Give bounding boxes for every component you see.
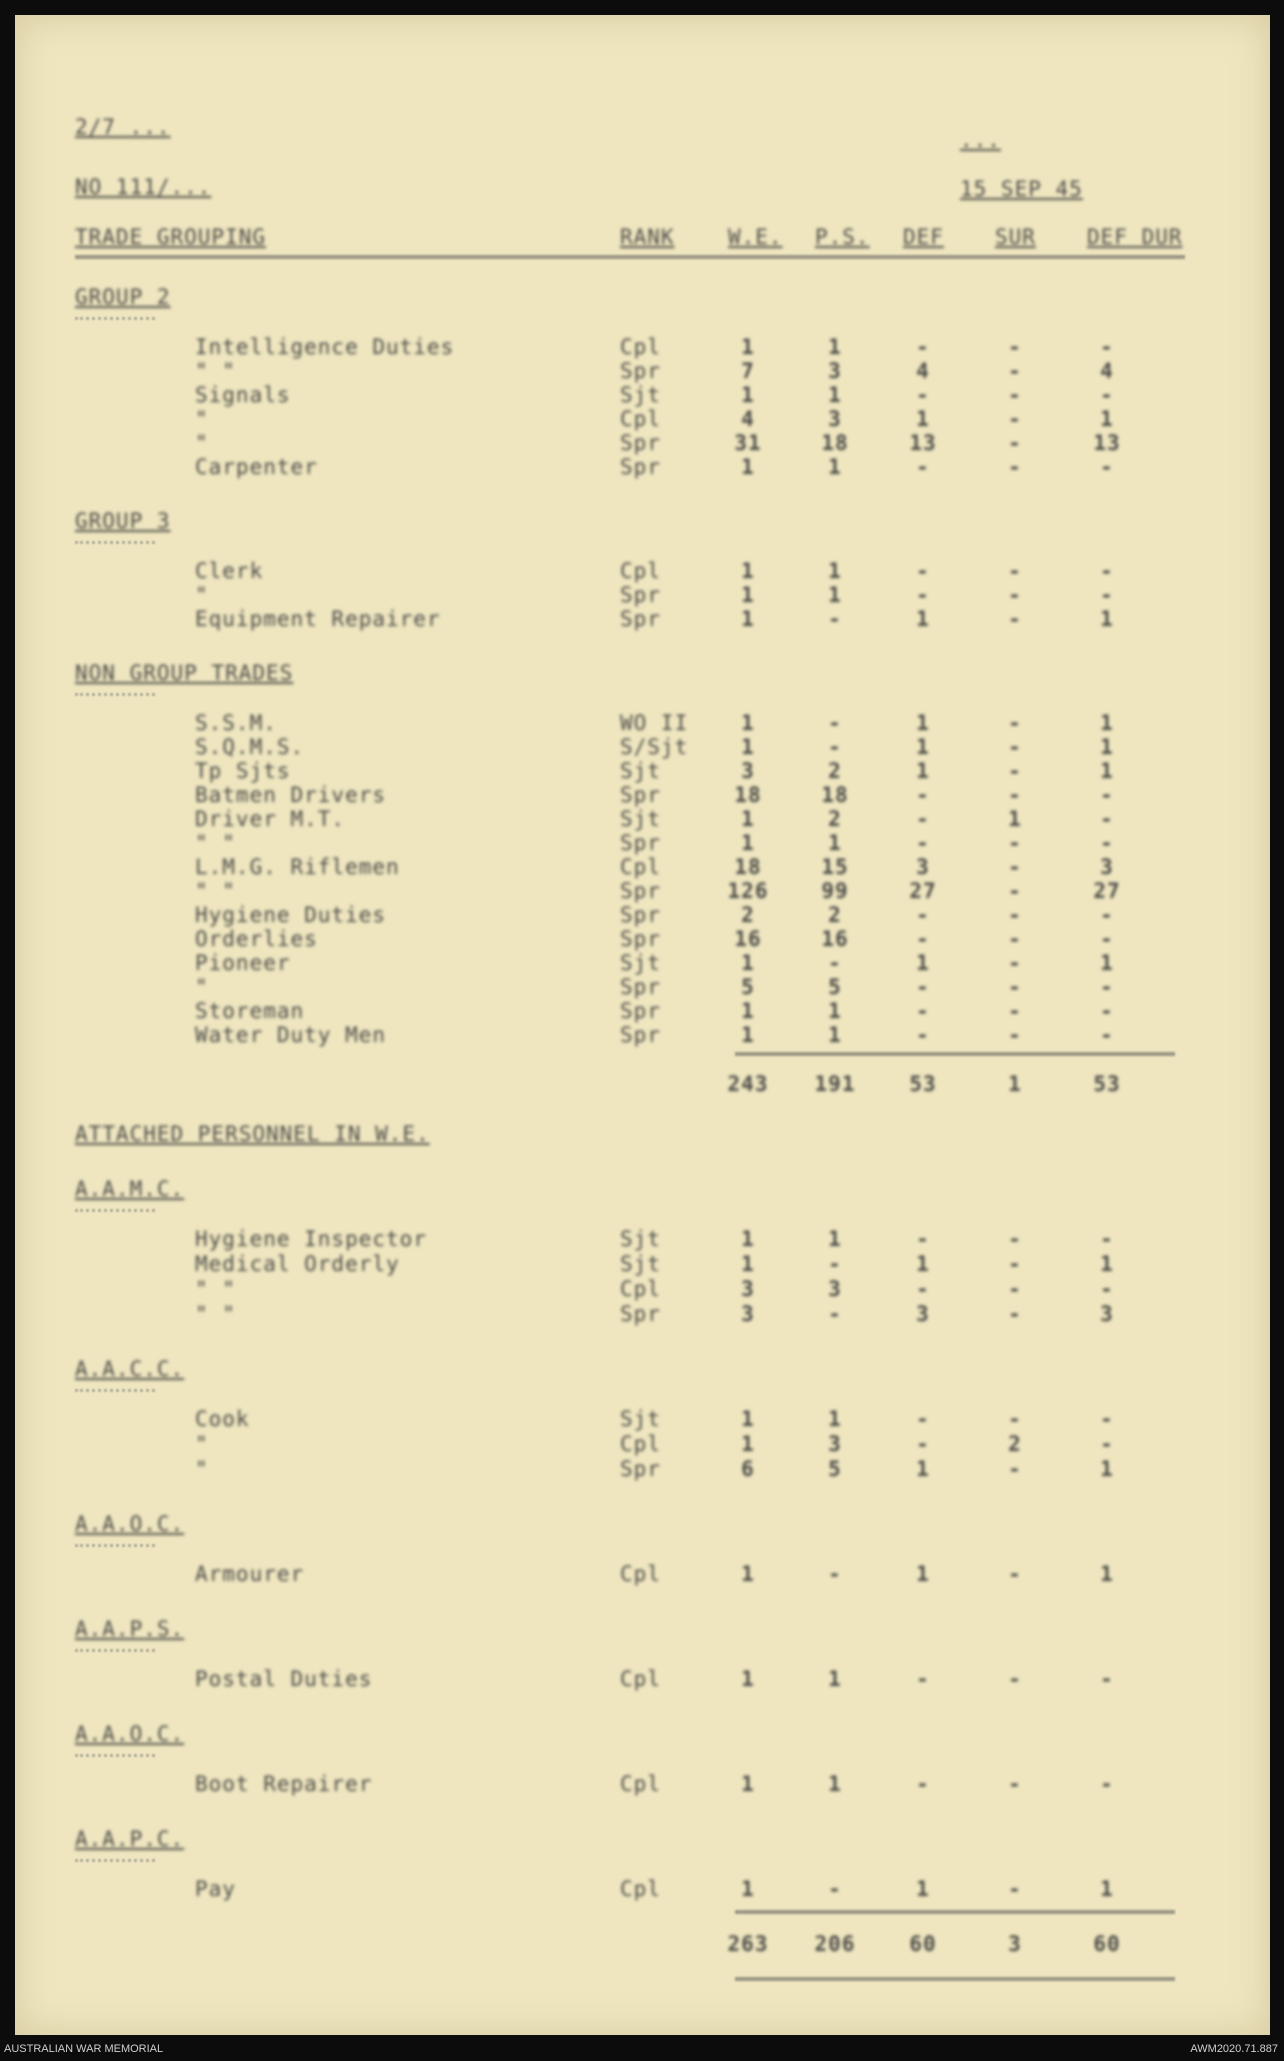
value-cell: -: [916, 455, 930, 479]
value-cell: -: [1008, 335, 1022, 359]
column-header: P.S.: [815, 225, 870, 249]
rank-cell: Spr: [620, 831, 661, 855]
value-cell: 99: [821, 879, 849, 903]
value-cell: -: [916, 335, 930, 359]
value-cell: -: [916, 975, 930, 999]
value-cell: 1: [1100, 1457, 1114, 1481]
rank-cell: Sjt: [620, 759, 661, 783]
document-page: [15, 15, 1270, 2035]
group-heading: A.A.C.C.: [75, 1357, 185, 1381]
group-heading: A.A.P.S.: [75, 1617, 185, 1641]
rank-cell: Sjt: [620, 1227, 661, 1251]
value-cell: 1: [916, 711, 930, 735]
value-cell: -: [1100, 455, 1114, 479]
total-cell: 206: [814, 1932, 856, 1956]
value-cell: 1: [741, 735, 755, 759]
rank-cell: Cpl: [620, 559, 661, 583]
value-cell: -: [1100, 927, 1114, 951]
value-cell: 1: [916, 407, 930, 431]
rank-cell: S/Sjt: [620, 735, 689, 759]
value-cell: -: [1100, 975, 1114, 999]
value-cell: 1: [741, 951, 755, 975]
rank-cell: Cpl: [620, 1772, 661, 1796]
group-heading: GROUP 2: [75, 285, 171, 309]
rank-cell: Cpl: [620, 855, 661, 879]
value-cell: -: [1008, 999, 1022, 1023]
value-cell: 7: [741, 359, 755, 383]
value-cell: 18: [734, 855, 762, 879]
value-cell: -: [916, 927, 930, 951]
value-cell: 3: [828, 1277, 842, 1301]
value-cell: 1: [741, 583, 755, 607]
rank-cell: Sjt: [620, 1407, 661, 1431]
trade-name: Hygiene Inspector: [195, 1227, 427, 1251]
value-cell: 18: [734, 783, 762, 807]
value-cell: -: [1008, 359, 1022, 383]
value-cell: 1: [1100, 1252, 1114, 1276]
value-cell: -: [1100, 1227, 1114, 1251]
value-cell: 5: [828, 975, 842, 999]
value-cell: 1: [741, 455, 755, 479]
value-cell: 3: [741, 759, 755, 783]
group-heading: A.A.M.C.: [75, 1177, 185, 1201]
value-cell: 1: [741, 711, 755, 735]
value-cell: 1: [828, 1023, 842, 1047]
rank-cell: Sjt: [620, 383, 661, 407]
group-dots: [75, 1389, 155, 1392]
rank-cell: Spr: [620, 359, 661, 383]
rank-cell: Spr: [620, 783, 661, 807]
rank-cell: Spr: [620, 607, 661, 631]
value-cell: 1: [916, 1252, 930, 1276]
value-cell: 1: [828, 559, 842, 583]
value-cell: -: [1008, 975, 1022, 999]
value-cell: -: [828, 711, 842, 735]
value-cell: 5: [828, 1457, 842, 1481]
value-cell: 3: [1100, 855, 1114, 879]
value-cell: 1: [1100, 1877, 1114, 1901]
trade-name: ": [195, 1432, 209, 1456]
value-cell: 27: [1093, 879, 1121, 903]
value-cell: 126: [727, 879, 769, 903]
trade-name: Intelligence Duties: [195, 335, 455, 359]
value-cell: 1: [828, 455, 842, 479]
rank-cell: Spr: [620, 927, 661, 951]
value-cell: 1: [1008, 807, 1022, 831]
value-cell: 27: [909, 879, 937, 903]
value-cell: -: [1008, 879, 1022, 903]
rank-cell: Sjt: [620, 807, 661, 831]
value-cell: -: [916, 1667, 930, 1691]
trade-name: Armourer: [195, 1562, 305, 1586]
value-cell: -: [916, 783, 930, 807]
value-cell: -: [916, 1432, 930, 1456]
value-cell: 1: [741, 831, 755, 855]
value-cell: 1: [828, 999, 842, 1023]
value-cell: -: [1100, 559, 1114, 583]
value-cell: -: [1008, 607, 1022, 631]
group-heading: A.A.O.C.: [75, 1722, 185, 1746]
document-date: 15 SEP 45: [960, 177, 1083, 201]
value-cell: 3: [828, 1432, 842, 1456]
rank-cell: Spr: [620, 583, 661, 607]
value-cell: 1: [741, 335, 755, 359]
value-cell: 1: [741, 1227, 755, 1251]
value-cell: -: [1100, 1023, 1114, 1047]
trade-name: Postal Duties: [195, 1667, 373, 1691]
trade-name: " ": [195, 1302, 236, 1326]
value-cell: 3: [916, 855, 930, 879]
group-dots: [75, 1649, 155, 1652]
value-cell: 1: [741, 607, 755, 631]
value-cell: -: [1008, 831, 1022, 855]
value-cell: 1: [741, 1667, 755, 1691]
trade-name: Cook: [195, 1407, 250, 1431]
value-cell: 1: [828, 1407, 842, 1431]
group-dots: [75, 693, 155, 696]
value-cell: -: [916, 807, 930, 831]
footer-right: AWM2020.71.887: [1190, 2043, 1278, 2055]
reference-number: NO 111/...: [75, 175, 212, 199]
value-cell: -: [916, 903, 930, 927]
value-cell: 1: [1100, 759, 1114, 783]
value-cell: -: [1100, 783, 1114, 807]
total-rule: [735, 1910, 1175, 1914]
value-cell: -: [916, 583, 930, 607]
value-cell: 1: [741, 1252, 755, 1276]
value-cell: -: [916, 383, 930, 407]
value-cell: 4: [741, 407, 755, 431]
rank-cell: Sjt: [620, 951, 661, 975]
value-cell: -: [1008, 855, 1022, 879]
value-cell: -: [1100, 335, 1114, 359]
rank-cell: Spr: [620, 903, 661, 927]
value-cell: 1: [1100, 407, 1114, 431]
trade-name: Batmen Drivers: [195, 783, 387, 807]
column-header: SUR: [995, 225, 1036, 249]
value-cell: 1: [1100, 1562, 1114, 1586]
total-cell: 263: [727, 1932, 769, 1956]
trade-name: Tp Sjts: [195, 759, 291, 783]
value-cell: -: [916, 559, 930, 583]
value-cell: -: [1100, 583, 1114, 607]
value-cell: 1: [828, 831, 842, 855]
value-cell: -: [1008, 927, 1022, 951]
value-cell: 1: [741, 383, 755, 407]
value-cell: -: [1008, 1023, 1022, 1047]
value-cell: -: [1008, 1227, 1022, 1251]
group-dots: [75, 1544, 155, 1547]
value-cell: 1: [916, 951, 930, 975]
trade-name: Clerk: [195, 559, 264, 583]
value-cell: 1: [916, 607, 930, 631]
value-cell: -: [1100, 1667, 1114, 1691]
value-cell: 1: [741, 559, 755, 583]
value-cell: -: [828, 735, 842, 759]
value-cell: 1: [741, 1023, 755, 1047]
value-cell: 1: [1100, 607, 1114, 631]
value-cell: -: [828, 1877, 842, 1901]
value-cell: 1: [828, 583, 842, 607]
column-header: DEF: [903, 225, 944, 249]
group-dots: [75, 1859, 155, 1862]
rank-cell: Spr: [620, 1023, 661, 1047]
trade-name: Driver M.T.: [195, 807, 346, 831]
column-header: RANK: [620, 225, 675, 249]
trade-name: ": [195, 431, 209, 455]
value-cell: 3: [1100, 1302, 1114, 1326]
value-cell: -: [1008, 951, 1022, 975]
trade-name: Boot Repairer: [195, 1772, 373, 1796]
value-cell: -: [1008, 455, 1022, 479]
value-cell: -: [1100, 903, 1114, 927]
value-cell: 2: [828, 759, 842, 783]
value-cell: -: [828, 607, 842, 631]
value-cell: -: [1100, 1432, 1114, 1456]
value-cell: -: [828, 1562, 842, 1586]
group-dots: [75, 1209, 155, 1212]
value-cell: -: [1100, 1277, 1114, 1301]
value-cell: 1: [741, 999, 755, 1023]
trade-name: ": [195, 975, 209, 999]
value-cell: -: [1008, 1407, 1022, 1431]
value-cell: -: [916, 999, 930, 1023]
rank-cell: WO II: [620, 711, 689, 735]
value-cell: 1: [916, 1457, 930, 1481]
attached-heading: ATTACHED PERSONNEL IN W.E.: [75, 1122, 430, 1146]
value-cell: 1: [1100, 735, 1114, 759]
value-cell: -: [828, 1302, 842, 1326]
value-cell: -: [1100, 831, 1114, 855]
value-cell: 1: [916, 759, 930, 783]
rank-cell: Spr: [620, 975, 661, 999]
total-cell: 60: [909, 1932, 937, 1956]
trade-name: " ": [195, 1277, 236, 1301]
place-heading: ...: [960, 128, 1001, 152]
trade-name: " ": [195, 831, 236, 855]
unit-title: 2/7 ...: [75, 115, 171, 139]
value-cell: 2: [1008, 1432, 1022, 1456]
value-cell: 3: [741, 1302, 755, 1326]
rank-cell: Cpl: [620, 1432, 661, 1456]
value-cell: 16: [734, 927, 762, 951]
value-cell: -: [1008, 759, 1022, 783]
value-cell: 3: [828, 407, 842, 431]
value-cell: 31: [734, 431, 762, 455]
value-cell: 13: [1093, 431, 1121, 455]
header-rule: [75, 255, 1185, 259]
rank-cell: Cpl: [620, 407, 661, 431]
value-cell: 2: [741, 903, 755, 927]
value-cell: -: [1008, 1772, 1022, 1796]
value-cell: -: [1008, 1877, 1022, 1901]
value-cell: -: [1100, 999, 1114, 1023]
value-cell: 1: [1100, 711, 1114, 735]
rank-cell: Cpl: [620, 1277, 661, 1301]
trade-name: " ": [195, 879, 236, 903]
value-cell: 1: [828, 335, 842, 359]
group-heading: GROUP 3: [75, 509, 171, 533]
value-cell: 5: [741, 975, 755, 999]
trade-name: Storeman: [195, 999, 305, 1023]
rank-cell: Cpl: [620, 1562, 661, 1586]
value-cell: -: [1100, 807, 1114, 831]
value-cell: -: [916, 1227, 930, 1251]
group-dots: [75, 541, 155, 544]
subtotal-cell: 191: [814, 1072, 856, 1096]
value-cell: 3: [916, 1302, 930, 1326]
value-cell: -: [916, 1407, 930, 1431]
value-cell: 13: [909, 431, 937, 455]
value-cell: 1: [741, 807, 755, 831]
value-cell: -: [1100, 1407, 1114, 1431]
value-cell: -: [1008, 1667, 1022, 1691]
value-cell: 18: [821, 783, 849, 807]
value-cell: 3: [828, 359, 842, 383]
subtotal-cell: 243: [727, 1072, 769, 1096]
trade-name: ": [195, 1457, 209, 1481]
rank-cell: Spr: [620, 455, 661, 479]
trade-name: ": [195, 407, 209, 431]
trade-grouping-heading: TRADE GROUPING: [75, 225, 267, 249]
column-header: W.E.: [728, 225, 783, 249]
value-cell: 1: [828, 1227, 842, 1251]
rank-cell: Cpl: [620, 1667, 661, 1691]
value-cell: 15: [821, 855, 849, 879]
trade-name: Equipment Repairer: [195, 607, 441, 631]
value-cell: -: [1008, 1277, 1022, 1301]
value-cell: -: [828, 951, 842, 975]
value-cell: 1: [916, 735, 930, 759]
value-cell: 1: [828, 1667, 842, 1691]
trade-name: Water Duty Men: [195, 1023, 387, 1047]
value-cell: -: [916, 1277, 930, 1301]
trade-name: ": [195, 583, 209, 607]
value-cell: -: [1008, 1562, 1022, 1586]
value-cell: 3: [741, 1277, 755, 1301]
trade-name: Pioneer: [195, 951, 291, 975]
value-cell: 1: [741, 1407, 755, 1431]
value-cell: -: [1008, 383, 1022, 407]
value-cell: -: [1100, 1772, 1114, 1796]
value-cell: -: [1008, 711, 1022, 735]
subtotal-cell: 1: [1008, 1072, 1022, 1096]
rank-cell: Spr: [620, 879, 661, 903]
group-dots: [75, 1754, 155, 1757]
column-header: DEF DUR: [1087, 225, 1183, 249]
value-cell: -: [1008, 783, 1022, 807]
value-cell: 1: [741, 1772, 755, 1796]
value-cell: -: [1008, 1252, 1022, 1276]
value-cell: -: [916, 1772, 930, 1796]
archive-footer: [0, 2040, 1284, 2061]
rank-cell: Spr: [620, 1457, 661, 1481]
group-heading: A.A.P.C.: [75, 1827, 185, 1851]
value-cell: 4: [1100, 359, 1114, 383]
trade-name: Hygiene Duties: [195, 903, 387, 927]
value-cell: -: [1008, 1302, 1022, 1326]
value-cell: 1: [828, 1772, 842, 1796]
value-cell: 1: [916, 1877, 930, 1901]
value-cell: -: [916, 831, 930, 855]
value-cell: 1: [1100, 951, 1114, 975]
value-cell: -: [828, 1252, 842, 1276]
value-cell: 1: [741, 1877, 755, 1901]
value-cell: 2: [828, 807, 842, 831]
trade-name: S.S.M.: [195, 711, 277, 735]
trade-name: Carpenter: [195, 455, 318, 479]
trade-name: Medical Orderly: [195, 1252, 400, 1276]
group-heading: NON GROUP TRADES: [75, 661, 294, 685]
value-cell: -: [1008, 1457, 1022, 1481]
value-cell: 16: [821, 927, 849, 951]
rank-cell: Sjt: [620, 1252, 661, 1276]
value-cell: -: [1008, 559, 1022, 583]
rank-cell: Cpl: [620, 335, 661, 359]
value-cell: -: [1008, 407, 1022, 431]
value-cell: 2: [828, 903, 842, 927]
value-cell: -: [1008, 583, 1022, 607]
trade-name: Orderlies: [195, 927, 318, 951]
value-cell: 4: [916, 359, 930, 383]
rank-cell: Spr: [620, 999, 661, 1023]
trade-name: " ": [195, 359, 236, 383]
value-cell: -: [1008, 903, 1022, 927]
value-cell: -: [916, 1023, 930, 1047]
value-cell: 1: [828, 383, 842, 407]
rank-cell: Cpl: [620, 1877, 661, 1901]
rank-cell: Spr: [620, 1302, 661, 1326]
rank-cell: Spr: [620, 431, 661, 455]
value-cell: 1: [916, 1562, 930, 1586]
subtotal-rule: [735, 1052, 1175, 1056]
value-cell: 1: [741, 1432, 755, 1456]
value-cell: -: [1008, 735, 1022, 759]
footer-left: AUSTRALIAN WAR MEMORIAL: [4, 2043, 164, 2055]
value-cell: 1: [741, 1562, 755, 1586]
group-dots: [75, 317, 155, 320]
subtotal-cell: 53: [909, 1072, 937, 1096]
trade-name: L.M.G. Riflemen: [195, 855, 400, 879]
trade-name: Signals: [195, 383, 291, 407]
total-cell: 60: [1093, 1932, 1121, 1956]
value-cell: 6: [741, 1457, 755, 1481]
total-underline: [735, 1977, 1175, 1981]
group-heading: A.A.O.C.: [75, 1512, 185, 1536]
trade-name: S.Q.M.S.: [195, 735, 305, 759]
total-cell: 3: [1008, 1932, 1022, 1956]
subtotal-cell: 53: [1093, 1072, 1121, 1096]
value-cell: -: [1008, 431, 1022, 455]
value-cell: 18: [821, 431, 849, 455]
value-cell: -: [1100, 383, 1114, 407]
trade-name: Pay: [195, 1877, 236, 1901]
